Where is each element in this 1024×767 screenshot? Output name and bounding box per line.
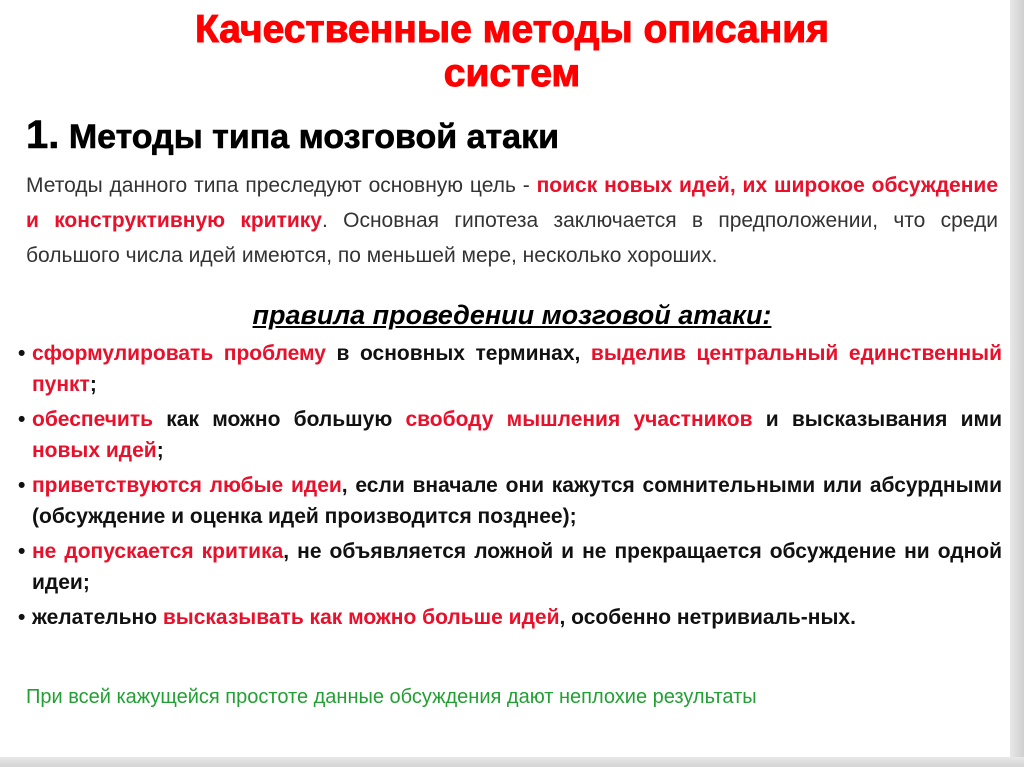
bullet-icon: • — [18, 342, 26, 365]
list-item — [18, 404, 1002, 466]
slide-title — [40, 8, 984, 96]
intro-text-2: . Основная гипотеза заключается в предположении, что среди большого числа идей имеются, по меньшей мере, несколько хороших. — [26, 209, 999, 267]
rule-1-text-2: ; — [89, 373, 97, 396]
rule-2-text-3: ; — [156, 439, 164, 462]
title-line-2: систем — [443, 52, 581, 95]
rule-5-red-1: высказывать как можно больше идей — [162, 606, 560, 629]
rules-heading: правила проведении мозговой атаки: — [252, 300, 772, 330]
rule-4-red-1: не допускается критика — [32, 540, 284, 563]
rule-5-text-0: желательно — [32, 606, 163, 629]
bullet-icon: • — [18, 408, 26, 431]
rule-2-red-3: новых идей — [32, 439, 157, 462]
section-heading — [26, 113, 559, 158]
rule-2-text-2: и высказывания ими — [752, 408, 1002, 431]
rule-3-text-1: , если вначале они кажутся сомнительными или абсурдными (обсуждение и оценка идей производится позднее); — [32, 474, 1002, 528]
intro-text-1: Методы данного типа преследуют основную цель - — [26, 174, 537, 197]
slide-frame-bottom — [0, 757, 1024, 767]
list-item — [18, 602, 1002, 633]
rule-4-text-1: , не объявляется ложной и не прекращается обсуждение ни одной идеи; — [32, 540, 1002, 594]
bullet-icon: • — [18, 474, 26, 497]
list-item — [18, 338, 1002, 400]
rule-2-red-1: обеспечить — [32, 408, 154, 431]
rule-1-text-1: в основных терминах, — [325, 342, 591, 365]
title-line-1: Качественные методы описания — [194, 8, 830, 51]
list-item — [18, 470, 1002, 532]
rules-list — [18, 338, 1002, 637]
footer-note: При всей кажущейся простоте данные обсуждения дают неплохие результаты — [26, 686, 757, 708]
rule-2-text-1: как можно большую — [153, 408, 406, 431]
list-item — [18, 536, 1002, 598]
bullet-icon: • — [18, 606, 26, 629]
rule-3-red-1: приветствуются любые идеи — [32, 474, 342, 497]
intro-paragraph — [26, 168, 998, 273]
rule-1-red-1: сформулировать проблему — [32, 342, 326, 365]
bullet-icon: • — [18, 540, 26, 563]
rule-1-red-2: выделив центральный единственный пункт — [32, 342, 1002, 396]
slide-frame-right — [1010, 0, 1024, 767]
section-number: 1. — [26, 113, 60, 157]
intro-highlight: поиск новых идей, их широкое обсуждение и конструктивную критику — [26, 174, 998, 232]
section-title: Методы типа мозговой атаки — [68, 118, 559, 156]
rule-2-red-2: свободу мышления участников — [405, 408, 753, 431]
rule-5-text-1: , особенно нетривиаль-ных. — [559, 606, 856, 629]
